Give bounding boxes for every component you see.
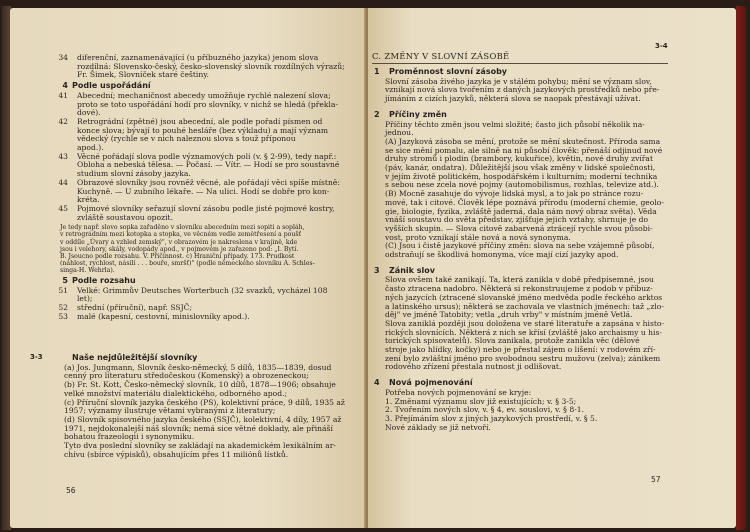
entry-number: 52 [58, 303, 68, 313]
paragraph-line: (C) Jsou i čistě jazykové příčiny změn: slova na sebe vzájemně působí, [385, 241, 655, 251]
entry-number: 34 [58, 53, 68, 62]
paragraph-line: vyšších skupin. — Slova citově zabarvená ztrácejí rychle svou působi- [385, 223, 653, 233]
paragraph-line: odstraňují se škodlivá homonyma, více mají cizí jazyky apod. [385, 250, 619, 259]
paragraph-line: stroje jako hlídky, kočky) nebo je přestal zájem o lišení: v rodovém zří- [385, 345, 656, 354]
margin-label: 3-4 [655, 42, 668, 50]
section-number: 4 [62, 81, 68, 91]
paragraph-line: Slova ovšem také zanikají. Ta, která zanikla v době předpísemné, jsou [385, 275, 654, 285]
paragraph-line: rodového zřízení přestala nutnost ji odlišovat. [385, 362, 562, 372]
entry-text: Abecední; mechaničnost abecedy umožňuje rychlé nalezení slova; [77, 90, 331, 100]
paragraph-line: Nové základy se již netvoří. [385, 422, 491, 432]
paragraph-line: 1. Změnami významu slov již existujících; v. § 3-5; [385, 396, 577, 406]
section-number: 2 [374, 109, 380, 119]
page-number: 56 [66, 486, 76, 495]
note-text: jsou i velehory, skály, vodopády apod., v pojmovém je zařazeno pod: „I. Bytí. [60, 245, 299, 253]
paragraph-line: vznikají nová slova tvořením z daných jazykových prostředků nebo pře- [385, 85, 660, 95]
paragraph-line: gie, biologie, fyzika, zvláště jaderná, dala nám nový obraz světa). Věda [385, 206, 657, 216]
page-number: 57 [651, 475, 661, 484]
entry-text: studium slovní zásoby jazyka. [77, 169, 191, 179]
note-text: v retrográdním mezi kotopka a stopka, ve věcném vedle zemětřesení a poušť [60, 231, 302, 239]
paragraph-line: se sice mění pomalu, ale silně na ni působí člověk: přenáší odjinud nové [385, 145, 663, 155]
section-number: 4 [374, 378, 380, 388]
section-number: 3 [374, 265, 380, 275]
entry-text: krétа. [77, 195, 100, 205]
section-heading: Nová pojmenování [389, 378, 473, 388]
paragraph-line: Příčiny těchto změn jsou velmi složité; často jich působí několik na- [385, 119, 645, 129]
paragraph-line: jímáním z cizích jazyků, některá slova se naopak přestávají užívat. [385, 94, 641, 104]
entry-text: apod.). [77, 143, 104, 152]
entry-number: 53 [58, 311, 68, 321]
paragraph-line: jednou. [385, 128, 414, 138]
paragraph-line: (B) Mocně zasahuje do vývoje lidská mysl, a to jak po stránce rozu- [385, 189, 644, 199]
section-heading: Naše nejdůležitější slovníky [72, 353, 198, 362]
list-item: velké množství materiálu dialektického, odborného apod.; [64, 388, 288, 398]
entry-number: 42 [58, 116, 68, 126]
entry-number: 43 [58, 151, 68, 161]
paragraph-line: často ztracena nadobro. Některá si rekonstruujeme z podob v příbuz- [385, 284, 653, 294]
paragraph-line: Slovní zásoba živého jazyka je v stálém pohybu; mění se význam slov, [385, 76, 652, 86]
entry-text: proto se toto uspořádání hodí pro slovníky, v nichž se hledá (překla- [77, 99, 338, 109]
entry-text: Věcné pořádají slova podle významových polí (v. § 2-99), tedy např.: [77, 151, 337, 161]
section-heading: Příčiny změn [389, 109, 447, 119]
entry-text: Obrazové slovníky jsou rovněž věcné, ale pořádají věci spíše místně: [77, 177, 340, 187]
list-item: chívu (sbírce výpisků), obsahujícím přes 11 miliónů lístků. [64, 449, 289, 459]
paragraph-line: s sebou nese zcela nové pojmy (automobilismus, rozhlas, televize atd.). [385, 180, 659, 190]
entry-text: rozdílná: Slovensko-český, česko-slovenský slovník rozdílných výrazů; [77, 61, 345, 71]
note-text: Je tedy např. slovo sopka zařaděno v slovníku abecedním mezi sopiti a sopláh, [60, 224, 305, 232]
paragraph-line: rických slovnících. Některá z nich se křísí (zvláště jako archaismy u his- [385, 327, 662, 337]
entry-text: vědecký (rychle se v nich naleznou slova s touž příponou [77, 134, 296, 144]
paragraph-line: děj" ve jméně Tatobity; vetla „druh vrby" v místním jméně Vetlá. [385, 310, 633, 320]
section-heading: Podle uspořádání [72, 81, 151, 91]
paragraph-line: torických spisovatelů). Slova zanikala, protože zanikla věc (dělové [385, 336, 640, 346]
paragraph-line: vnáší soustavu do světa představ, zjišťuje jejich vztahy, shrnuje je do [385, 215, 649, 225]
entry-text: Retrográdní (zpětné) jsou abecední, ale podle pořadí písmen od [77, 116, 323, 126]
paragraph-line: Slova zaniklá později jsou doložena ve staré literatuře a zapsána v histo- [385, 318, 665, 328]
paragraph-line: 2. Tvořením nových slov, v. § 4, ev. souslovi, v. § 8-1. [385, 405, 585, 415]
list-item: cenný pro literaturu středočeskou (Komenský) a obrozeneckou; [64, 371, 309, 381]
book-cover-edge [736, 6, 746, 530]
entry-number: 45 [58, 203, 68, 213]
paragraph-line: 3. Přejímáním slov z jiných jazykových prostředí, v. § 5. [385, 413, 598, 423]
chapter-title: C. ZMĚNY V SLOVNÍ ZÁSOBĚ [372, 51, 510, 61]
list-item: (c) Příruční slovník jazyka českého (PS), kolektivní práce, 9 dílů, 1935 až [64, 397, 345, 407]
list-item: 1957; významy ilustruje větami vybranými z literatury; [64, 406, 276, 416]
title-rule [372, 63, 668, 64]
entry-text: dové). [77, 108, 101, 118]
section-heading: Proměnnost slovní zásoby [389, 67, 508, 76]
note-text: B. Jsoucno podle rozsahu. V. Přičinnost. c) Hraniční případy. 173. Prudkost [60, 252, 295, 260]
section-heading: Zánik slov [389, 265, 435, 275]
note-text: singa-H. Wehrla). [60, 266, 115, 274]
entry-text: diferenční, zaznamenávající (u příbuzného jazyka) jenom slova [77, 53, 319, 62]
entry-text: Fr. Šimek, Slovníček staré češtiny. [77, 70, 209, 80]
section-number: 1 [374, 67, 380, 76]
paragraph-line: Potřeba nových pojmenování se kryje: [385, 387, 532, 397]
paragraph-line: zení bylo zvláštní jméno pro svobodnou sestru mužovu (zelva); zánikem [385, 353, 661, 363]
section-heading: Podle rozsahu [72, 276, 136, 285]
margin-label: 3-3 [30, 353, 43, 361]
entry-text: Obloha a nebeská tělesa. — Počasí. — Vítr. — Hodí se pro soustavné [77, 160, 340, 170]
section-number: 5 [62, 276, 68, 285]
paragraph-line: (páv, kanár, ondatra). Důležitější jsou však změny v lidské společnosti, [385, 163, 656, 172]
entry-text: let); [77, 294, 93, 304]
paragraph-line: mové, tak i citové. Člověk lépe poznává přírodu (moderní chemie, geolo- [385, 197, 664, 207]
paragraph-line: v jejím životě politickém, hospodářském i kulturním; moderní technika [385, 171, 658, 181]
list-item: bohatou frazeologii i synonymiku. [64, 432, 195, 442]
note-text: (náhlost, rychlost, násilí . . . bouře, smršť)" (podle německého slovníku A. Schles- [60, 259, 315, 267]
entry-text: malé (kapesní, cestovní, minislovníky apod.). [77, 311, 250, 321]
note-text: v oddíle „Úvary a vzhled zemský", v obrazovém je nakreslena v krajině, kde [60, 238, 298, 246]
paragraph-line: a latinského ursus); některá se zachovala ve vlastních jménech: taž „zlo- [385, 301, 664, 311]
list-item: (a) Jos. Jungmann, Slovník česko-německý, 5 dílů, 1835—1839, dosud [64, 362, 332, 372]
list-item: 1971, nejdokonalejší náš slovník; nemá sice větné doklady, ale přináší [64, 423, 333, 433]
paragraph-line: druhy stromů i plodin (brambory, kukuřice), květin, nové druhy zvířat [385, 154, 654, 164]
list-item: (d) Slovník spisovného jazyka českého (SSJČ), kolektivní, 4 díly, 1957 až [64, 414, 342, 424]
entry-number: 44 [58, 177, 68, 187]
entry-text: Velké: Grimmův Deutsches Worterbuch (32 svazků, vycházel 108 [77, 285, 328, 295]
entry-number: 51 [58, 285, 68, 295]
entry-text: Pojmové slovníky seřazují slovní zásobu podle jisté pojmové kostry, [77, 203, 335, 213]
entry-text: střední (příruční), např. SSJČ; [77, 303, 193, 313]
entry-number: 41 [58, 90, 68, 100]
entry-text: konce slova; bývají to pouhé hesláře (bez výkladu) a mají význam [77, 125, 329, 135]
paragraph-line: ných jazycích (ztracené slovanské jméno medvěda podle řeckého arktos [385, 292, 663, 302]
paragraph-line: (A) Jazyková zásoba se mění, protože se mění skutečnost. Příroda sama [385, 136, 661, 146]
list-item: (b) Fr. St. Kott, Česko-německý slovník, 10 dílů, 1878—1906; obsahuje [64, 380, 336, 390]
entry-text: Kuchyně. — U zubního lékaře. — Na ulici. Hodí se dobře pro kon- [77, 186, 330, 196]
paragraph-line: vost, proto vznikají stále nová a nová synonyma. [385, 232, 571, 242]
entry-text: zvláště soustavou opozit. [77, 212, 174, 222]
list-item: Tyto dva poslední slovníky se zakládají na akademickém lexikálním ar- [64, 441, 336, 450]
